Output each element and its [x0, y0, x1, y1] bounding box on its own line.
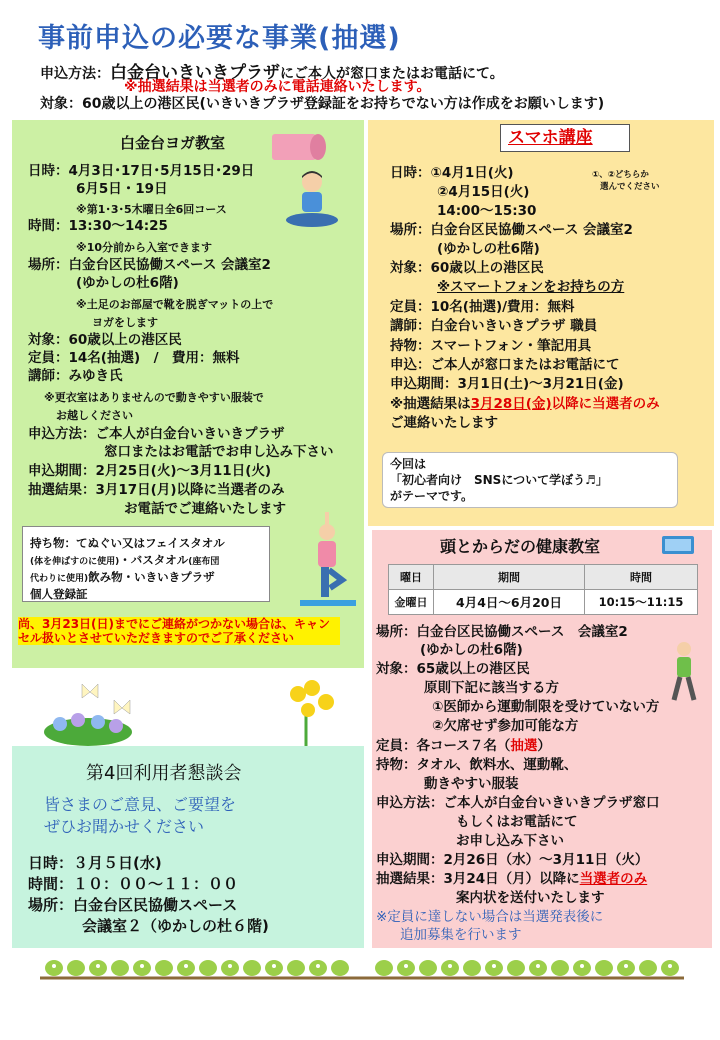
yoga-date: 日時：4月3日･17日･5月15日･29日: [28, 163, 255, 179]
smartphone-theme-3: がテーマです。: [390, 489, 474, 503]
health-target-cond-1: ①医師から運動制限を受けていない方: [432, 699, 660, 715]
yoga-course-note: ※第1･3･5木曜日全6回コース: [76, 203, 227, 216]
health-class-schedule-table: [388, 564, 698, 615]
yoga-time-note: ※10分前から入室できます: [76, 241, 213, 254]
table-header: 曜日: [389, 565, 434, 590]
yoga-title: 白金台ヨガ教室: [120, 134, 226, 152]
health-target-rule: 原則下記に該当する方: [424, 680, 559, 696]
yoga-target: 対象：60歳以上の港区民: [28, 332, 182, 348]
health-items-2: 動きやすい服装: [424, 776, 519, 792]
yoga-mat-icon: [270, 128, 328, 166]
smartphone-target: 対象：60歳以上の港区民: [390, 260, 544, 276]
yoga-place-2: (ゆかしの杜6階): [76, 275, 179, 291]
health-apply-2: もしくはお電話にて: [456, 814, 578, 830]
smartphone-capacity: 定員：10名(抽選)/費用：無料: [390, 299, 575, 315]
meeting-time: 時間：１０：００～１１：００: [28, 875, 239, 893]
table-cell: 10:15～11:15: [585, 590, 698, 615]
health-apply: 申込方法：ご本人が白金台いきいきプラザ窓口: [376, 795, 660, 811]
smartphone-items: 持物：スマートフォン・筆記用具: [390, 338, 592, 354]
yoga-time: 時間：13:30～14:25: [28, 218, 168, 234]
health-result-2: 案内状を送付いたします: [456, 890, 605, 906]
health-period: 申込期間：2月26日（水）～3月11日（火）: [376, 852, 649, 868]
target-line: 対象：60歳以上の港区民(いきいきプラザ登録証をお持ちでない方は作成をお願いします): [40, 96, 605, 112]
yoga-capacity: 定員：14名(抽選) / 費用：無料: [28, 350, 240, 366]
smartphone-choice-note-1: ①、②どちらか: [592, 170, 649, 180]
meeting-subtitle-2: ぜひお聞かせください: [44, 817, 205, 836]
meeting-place: 場所：白金台区民協働スペース: [28, 896, 238, 914]
yoga-dress-note: ※更衣室はありませんので動きやすい服装で: [44, 391, 264, 404]
tree-pose-person-icon: [292, 508, 362, 608]
smartphone-title: スマホ講座: [508, 128, 593, 148]
yoga-instructor: 講師：みゆき氏: [28, 368, 123, 384]
smartphone-theme-2: 「初心者向け SNSについて学ぼう♬」: [390, 473, 608, 487]
yoga-apply-2: 窓口またはお電話でお申し込み下さい: [104, 444, 334, 460]
yoga-items-2: (体を伸ばすのに使用)・バスタオル(座布団: [30, 553, 220, 567]
health-place-2: (ゆかしの杜6階): [420, 642, 523, 658]
health-note-1: ※定員に達しない場合は当選発表後に: [376, 909, 604, 925]
health-place: 場所：白金台区民協働スペース 会議室2: [376, 624, 628, 640]
yoga-result: 抽選結果：3月17日(月)以降に当選者のみ: [28, 482, 285, 498]
health-target-cond-2: ②欠席せず参加可能な方: [432, 718, 579, 734]
birds-on-branch-illustration: [40, 952, 684, 986]
yoga-place-note-2: ヨガをします: [92, 316, 158, 329]
health-apply-3: お申し込み下さい: [456, 833, 564, 849]
smartphone-time: 14:00～15:30: [437, 203, 537, 219]
table-header-row: [389, 565, 698, 590]
table-row: [389, 590, 698, 615]
meditating-person-icon: [282, 168, 342, 230]
meeting-place-2: 会議室２（ゆかしの杜６階): [82, 917, 269, 935]
yoga-cancel-notice: 尚、3月23日(日)までにご連絡がつかない場合は、キャンセル扱いとさせていただきますのでご了承ください: [18, 617, 340, 645]
yoga-items-1: 持ち物：てぬぐい又はフェイスタオル: [30, 536, 225, 550]
health-class-title: 頭とからだの健康教室: [440, 537, 601, 556]
health-items: 持物：タオル、飲料水、運動靴、: [376, 757, 578, 773]
smartphone-period: 申込期間：3月1日(土)～3月21日(金): [390, 376, 624, 392]
health-target: 対象：65歳以上の港区民: [376, 661, 530, 677]
smartphone-result: ※抽選結果は3月28日(金)以降に当選者のみ: [390, 396, 660, 412]
book-icon: [660, 532, 698, 558]
meeting-subtitle-1: 皆さまのご意見、ご要望を: [44, 795, 237, 814]
flowers-butterflies-illustration: [40, 674, 350, 746]
yoga-result-2: お電話でご連絡いたします: [124, 501, 286, 517]
yoga-items-3: 代わりに使用)飲み物・いきいきプラザ: [30, 570, 215, 584]
smartphone-choice-note-2: 選んでください: [600, 182, 660, 192]
table-cell: 4月4日～6月20日: [434, 590, 585, 615]
health-note-2: 追加募集を行います: [400, 927, 522, 943]
smartphone-apply: 申込：ご本人が窓口またはお電話にて: [390, 357, 620, 373]
table-header: 期間: [434, 565, 585, 590]
yoga-dress-note-2: お越しください: [56, 409, 133, 422]
health-result: 抽選結果：3月24日（月）以降に当選者のみ: [376, 871, 648, 887]
meeting-date: 日時：３月５日(水): [28, 854, 162, 872]
yoga-period: 申込期間：2月25日(火)～3月11日(火): [28, 463, 272, 479]
meeting-title: 第4回利用者懇談会: [86, 763, 242, 784]
health-capacity: 定員：各コース７名（抽選）: [376, 738, 551, 754]
smartphone-place: 場所：白金台区民協働スペース 会議室2: [390, 222, 633, 238]
smartphone-place-2: (ゆかしの杜6階): [437, 241, 540, 257]
table-cell: 金曜日: [389, 590, 434, 615]
page-title: 事前申込の必要な事業(抽選): [38, 23, 401, 54]
yoga-items-4: 個人登録証: [30, 587, 88, 601]
smartphone-date-1: 日時：①4月1日(火): [390, 165, 514, 181]
walking-person-icon: [664, 640, 704, 704]
table-header: 時間: [585, 565, 698, 590]
yoga-place-note: ※土足のお部屋で靴を脱ぎマットの上で: [76, 298, 274, 311]
yoga-apply: 申込方法：ご本人が白金台いきいきプラザ: [28, 426, 285, 442]
smartphone-target-note: ※スマートフォンをお持ちの方: [437, 279, 625, 295]
smartphone-result-2: ご連絡いたします: [390, 415, 498, 431]
smartphone-theme-1: 今回は: [390, 457, 427, 471]
yoga-place: 場所：白金台区民協働スペース 会議室2: [28, 257, 271, 273]
apply-method-venue: 白金台いきいきプラザ: [110, 63, 280, 83]
apply-method-label: 申込方法：: [40, 66, 110, 82]
apply-method-rest: にご本人が窓口またはお電話にて。: [280, 66, 504, 82]
smartphone-date-2: ②4月15日(火): [437, 184, 530, 200]
lottery-notice: ※抽選結果は当選者のみに電話連絡いたします。: [124, 79, 431, 95]
yoga-date-2: 6月5日・19日: [76, 181, 168, 197]
smartphone-instructor: 講師：白金台いきいきプラザ 職員: [390, 318, 598, 334]
